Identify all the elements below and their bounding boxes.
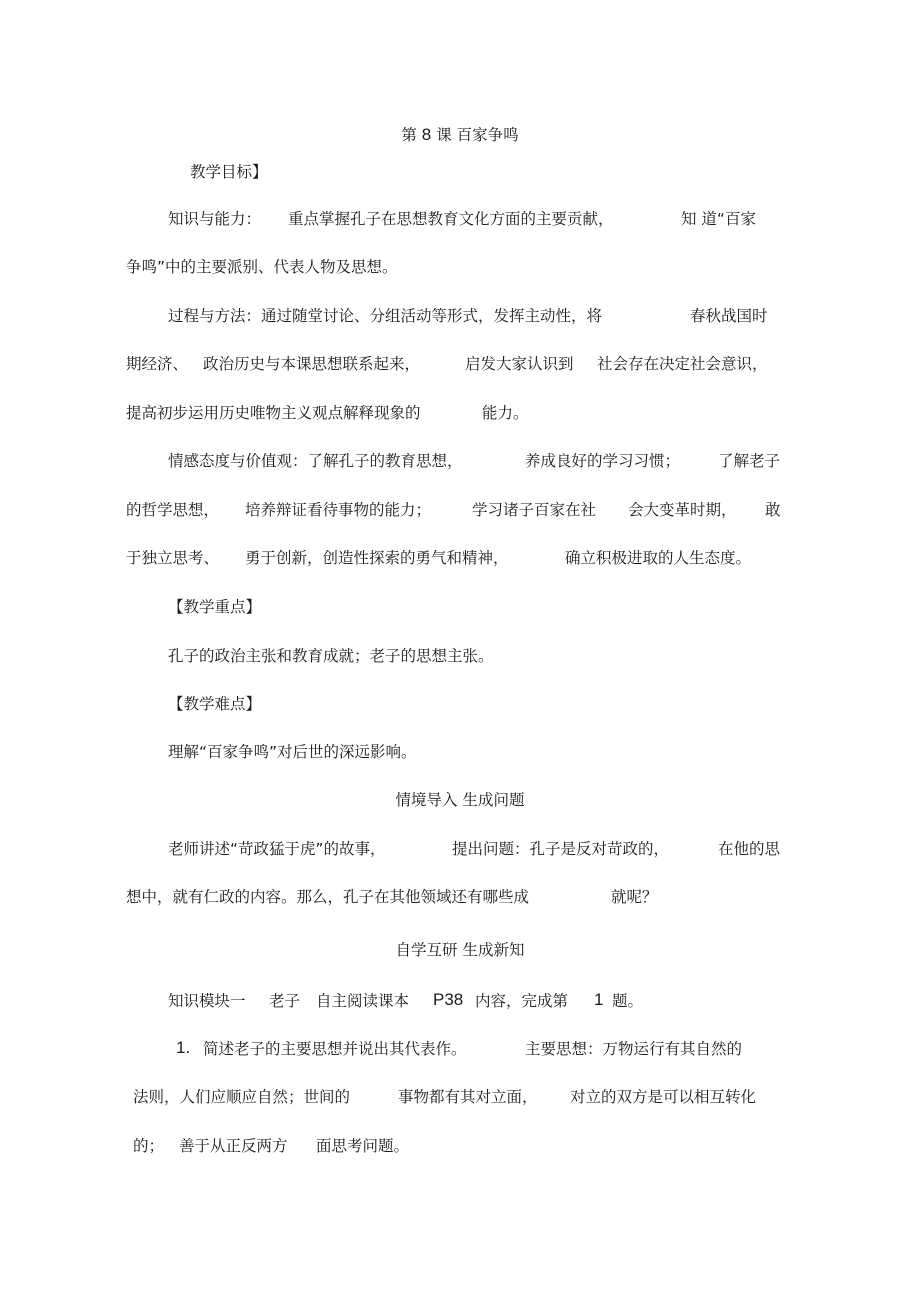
- q1-line2b: 事物都有其对立面，: [398, 1088, 538, 1106]
- module-instruction-a: 自主阅读课本: [316, 992, 410, 1010]
- p3-line2b: 培养辩证看待事物的能力；: [245, 501, 432, 519]
- p4-line1a: 老师讲述“苛政猛于虎”的故事，: [168, 840, 386, 858]
- lesson-title: 第 8 课 百家争鸣: [401, 125, 519, 144]
- p2-line1a: 过程与方法：通过随堂讨论、分组活动等形式，发挥主动性，将: [168, 307, 603, 325]
- p2-line1b: 春秋战国时: [690, 307, 768, 325]
- p3-line3b: 勇于创新，创造性探索的勇气和精神，: [245, 549, 509, 567]
- p1-line1c: 知 道“百家: [681, 210, 756, 228]
- q1-line2c: 对立的双方是可以相互转化: [570, 1088, 757, 1106]
- p1-line1b: 重点掌握孔子在思想教育文化方面的主要贡献，: [288, 210, 614, 228]
- p3-line2e: 敢: [765, 501, 781, 519]
- p1-line2: 争鸣”中的主要派别、代表人物及思想。: [126, 258, 398, 276]
- q1-line1a: 简述老子的主要思想并说出其代表作。: [203, 1040, 467, 1058]
- p4-line2a: 想中，就有仁政的内容。那么，孔子在其他领域还有哪些成: [126, 888, 530, 906]
- p1-line1a: 知识与能力：: [168, 210, 262, 228]
- q1-line1b: 主要思想：万物运行有其自然的: [525, 1040, 743, 1058]
- focus-heading: 【教学重点】: [168, 598, 262, 616]
- focus-text: 孔子的政治主张和教育成就；老子的思想主张。: [168, 647, 494, 665]
- p2-line3a: 提高初步运用历史唯物主义观点解释现象的: [126, 404, 421, 422]
- difficulty-heading: 【教学难点】: [168, 695, 262, 713]
- module-topic: 老子: [269, 992, 301, 1010]
- p3-line1c: 了解老子: [718, 452, 781, 470]
- module-page-ref: P38: [433, 990, 464, 1009]
- p3-line2c: 学习诸子百家在社: [472, 501, 597, 519]
- q1-line2a: 法则，人们应顺应自然；世间的: [133, 1088, 351, 1106]
- p2-line2c: 启发大家认识到: [465, 355, 574, 373]
- q1-line3c: 面思考问题。: [316, 1137, 410, 1155]
- p3-line1b: 养成良好的学习习惯；: [525, 452, 681, 470]
- q1-line3b: 善于从正反两方: [179, 1137, 288, 1155]
- p4-line2b: 就呢？: [611, 888, 658, 906]
- p2-line2d: 社会存在决定社会意识，: [597, 355, 768, 373]
- p4-line1b: 提出问题：孔子是反对苛政的，: [452, 840, 670, 858]
- module-label: 知识模块一: [168, 992, 246, 1010]
- p3-line3c: 确立积极进取的人生态度。: [565, 549, 752, 567]
- p4-line1c: 在他的思: [718, 840, 781, 858]
- section-heading-2: 自学互研 生成新知: [395, 941, 525, 959]
- p3-line3a: 于独立思考、: [126, 549, 220, 567]
- section-heading-1: 情境导入 生成问题: [395, 791, 525, 809]
- q1-number: 1.: [176, 1038, 191, 1057]
- module-instruction-c: 题。: [612, 992, 644, 1010]
- difficulty-text: 理解“百家争鸣”对后世的深远影响。: [168, 743, 417, 761]
- p2-line2a: 期经济、: [126, 355, 189, 373]
- p2-line2b: 政治历史与本课思想联系起来，: [203, 355, 421, 373]
- p2-line3b: 能力。: [482, 404, 529, 422]
- module-question-num: 1: [594, 990, 604, 1009]
- p3-line2a: 的哲学思想，: [126, 501, 220, 519]
- p3-line2d: 会大变革时期，: [628, 501, 737, 519]
- objectives-heading: 教学目标】: [190, 163, 268, 181]
- module-instruction-b: 内容，完成第: [475, 992, 569, 1010]
- q1-line3a: 的；: [133, 1137, 165, 1155]
- p3-line1a: 情感态度与价值观：了解孔子的教育思想，: [168, 452, 463, 470]
